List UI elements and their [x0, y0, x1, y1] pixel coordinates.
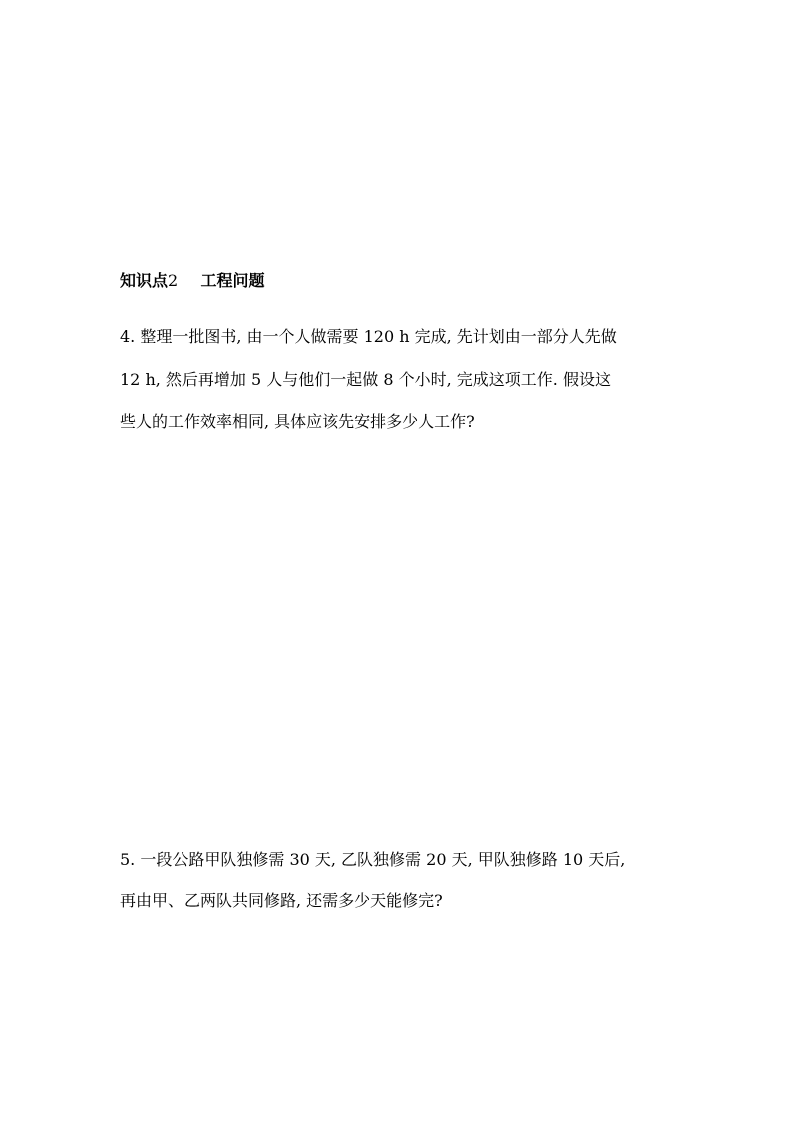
- section-label: 知识点: [120, 271, 169, 290]
- section-title: 工程问题: [200, 271, 265, 290]
- problem-5-line-1: 5. 一段公路甲队独修需 30 天, 乙队独修需 20 天, 甲队独修路 10 天后,: [120, 850, 626, 869]
- problem-4-line-2: 12 h, 然后再增加 5 人与他们一起做 8 个小时, 完成这项工作. 假设这: [120, 370, 611, 389]
- problem-4-line-1: 4. 整理一批图书, 由一个人做需要 120 h 完成, 先计划由一部分人先做: [120, 327, 617, 346]
- problem-5-line-2: 再由甲、乙两队共同修路, 还需多少天能修完?: [120, 891, 443, 910]
- problem-4-line-3: 些人的工作效率相同, 具体应该先安排多少人工作?: [120, 412, 475, 431]
- section-heading: [120, 268, 265, 294]
- section-spacer: [178, 271, 200, 290]
- section-number: 2: [168, 271, 179, 290]
